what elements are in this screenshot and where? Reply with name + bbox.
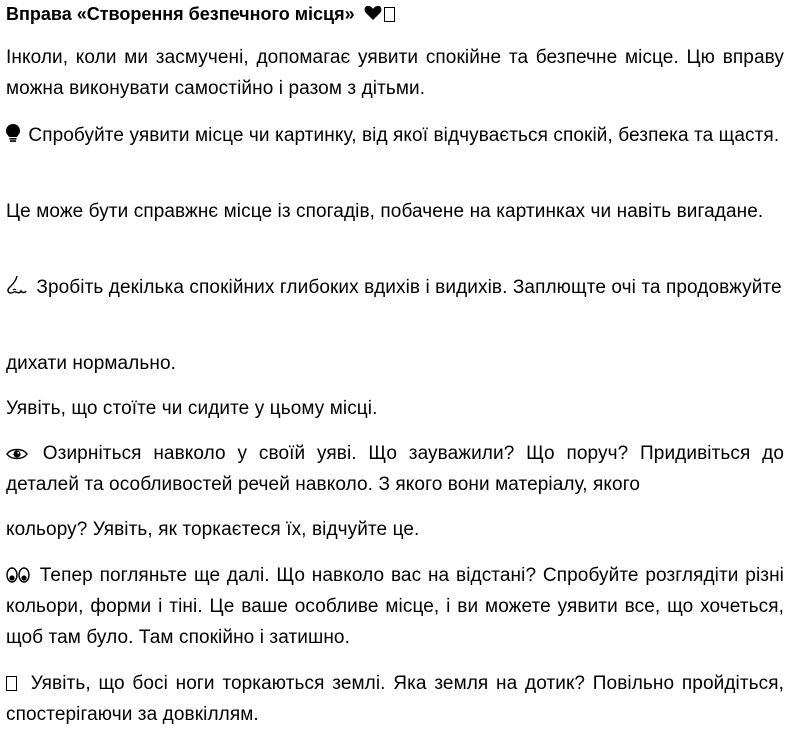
paragraph-intro [6, 42, 784, 104]
eyes-icon [6, 565, 30, 583]
heart-icon [364, 5, 382, 21]
paragraph-stand [6, 393, 784, 424]
paragraph-barefoot-text: Уявіть, що босі ноги торкаються землі. Яка земля на дотик? Повільно пройдіться, спостерігаючи за довкіллям. [6, 673, 784, 725]
paragraph-breathe-cont-text: дихати нормально. [6, 353, 177, 374]
paragraph-stand-text: Уявіть, що стоїте чи сидите у цьому місці. [6, 398, 378, 419]
nose-icon [6, 275, 28, 295]
eye-icon [6, 447, 28, 461]
paragraph-intro-text: Інколи, коли ми засмучені, допомагає уявити спокійне та безпечне місце. Цю вправу можна виконувати самостійно і разом з дітьми. [6, 47, 784, 99]
missing-glyph-box [384, 7, 395, 22]
paragraph-further-text: Тепер погляньте ще далі. Що навколо вас на відстані? Спробуйте розглядіти різні кольори, форми і тіні. Це ваше особливе місце, і ви можете уявити все, що хочеться, щоб там було. Там спокійно і затишно. [6, 565, 784, 648]
lightbulb-icon [6, 124, 20, 143]
paragraph-touch-text: кольору? Уявіть, як торкаєтеся їх, відчуйте це. [6, 519, 420, 540]
paragraph-breathe-text: Зробіть декілька спокійних глибоких вдихів і видихів. Заплющте очі та продовжуйте [36, 277, 782, 298]
paragraph-breathe-cont [6, 348, 784, 379]
paragraph-place [6, 196, 784, 227]
paragraph-touch [6, 514, 784, 545]
title-text: Вправа «Створення безпечного місця» [6, 4, 355, 24]
paragraph-look-around-text: Озирніться навколо у своїй уяві. Що зауважили? Що поруч? Придивіться до деталей та особливостей речей навколо. З якого вони матеріалу, якого [6, 443, 784, 495]
paragraph-imagine-text: Спробуйте уявити місце чи картинку, від якої відчувається спокій, безпека та щастя. [28, 125, 780, 146]
exercise-title [6, 2, 395, 26]
foot-missing-glyph [6, 676, 17, 691]
paragraph-barefoot [6, 668, 784, 730]
paragraph-further [6, 560, 784, 653]
paragraph-imagine [6, 120, 784, 151]
paragraph-look-around [6, 438, 784, 500]
paragraph-place-text: Це може бути справжнє місце із спогадів, побачене на картинках чи навіть вигадане. [6, 201, 764, 222]
paragraph-breathe [6, 272, 784, 303]
